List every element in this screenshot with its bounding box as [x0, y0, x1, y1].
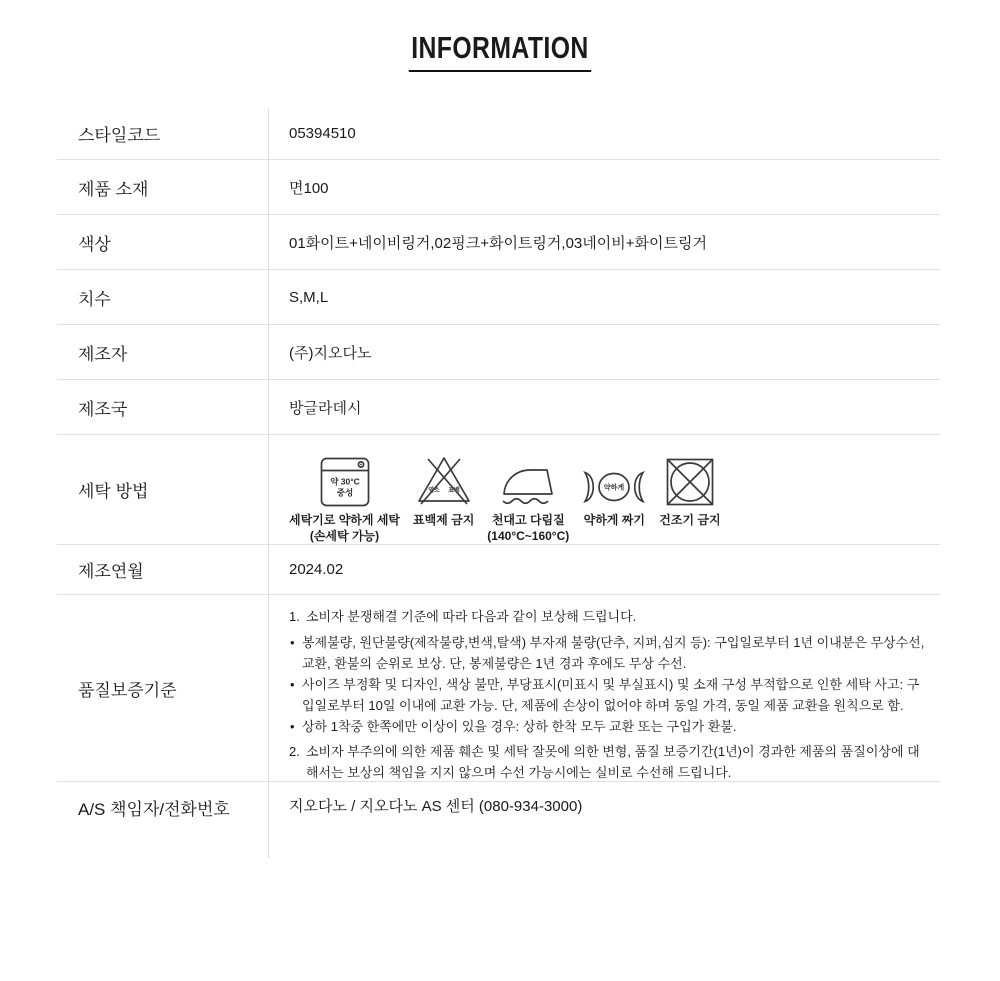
warranty-text: 상하 1착중 한쪽에만 이상이 있을 경우: 상하 한착 모두 교환 또는 구입가 환불. — [302, 719, 737, 734]
care-item-wring — [582, 451, 646, 528]
row-value: (주)지오다노 — [268, 325, 940, 379]
warranty-item-1 — [289, 606, 928, 627]
care-item-machine-wash — [289, 451, 400, 544]
warranty-text: 봉제불량, 원단불량(제작불량,변색,탈색) 부자재 불량(단추, 지퍼,심지 등): 구입일로부터 1년 이내분은 무상수선, 교환, 환불의 순위로 보상. 단, 봉제불량은 1년 경과 후에도 무상 수선. — [302, 635, 925, 671]
care-caption-line: 세탁기로 약하게 세탁 — [289, 513, 400, 527]
list-number: 1. — [289, 609, 300, 624]
wring-gently-icon — [582, 467, 646, 507]
row-value: 01화이트+네이비링거,02핑크+화이트링거,03네이비+화이트링거 — [268, 215, 940, 269]
care-icon-inner-text: 중성 — [336, 487, 353, 498]
care-caption-line: 천대고 다림질 — [491, 513, 565, 527]
row-value: 2024.02 — [268, 545, 940, 594]
care-caption-line: (손세탁 가능) — [309, 529, 380, 543]
care-caption — [289, 512, 400, 544]
row-label: 품질보증기준 — [78, 680, 177, 700]
row-label: 색상 — [78, 234, 111, 254]
row-value: 지오다노 / 지오다노 AS 센터 (080-934-3000) — [268, 782, 940, 858]
care-caption — [659, 512, 720, 528]
row-label: 제조국 — [78, 399, 128, 419]
table-row-color — [57, 215, 940, 270]
no-tumble-dry-icon — [665, 457, 715, 507]
care-caption-line: (140°C~160°C) — [487, 529, 570, 543]
row-value: S,M,L — [268, 270, 940, 324]
warranty-text: 사이즈 부정확 및 디자인, 색상 불만, 부당표시(미표시 및 부실표시) 및 소재 구성 부적합으로 인한 세탁 사고: 구입일로부터 10일 이내에 교환 가능. 단, 제품에 손상이 없어야 하며 동일 가격, 동일 제품 교환을 원칙으로 함. — [302, 677, 920, 713]
table-row-as — [57, 782, 940, 858]
machine-wash-30-icon — [320, 457, 370, 507]
product-info-table — [57, 108, 940, 858]
row-label: 제품 소재 — [78, 179, 149, 199]
row-label: 세탁 방법 — [78, 482, 149, 501]
row-value: 05394510 — [268, 108, 940, 159]
table-row-date — [57, 545, 940, 595]
care-icon-inner-text: 약 30°C — [329, 476, 360, 487]
table-row-size — [57, 270, 940, 325]
warranty-text: 소비자 분쟁해결 기준에 따라 다음과 같이 보상해 드립니다. — [306, 609, 637, 624]
warranty-bullet — [289, 674, 928, 716]
row-label: 제조연월 — [78, 562, 144, 581]
care-caption — [487, 512, 569, 544]
care-icon-inner-text: 표백 — [447, 488, 460, 494]
list-number: 2. — [289, 744, 300, 759]
warranty-bullet — [289, 716, 928, 737]
bullet-marker: • — [290, 677, 295, 692]
table-row-warranty — [57, 595, 940, 782]
bullet-marker: • — [290, 719, 295, 734]
care-icons-group — [268, 435, 940, 544]
table-row-style-code — [57, 108, 940, 160]
care-item-no-dryer — [659, 451, 720, 528]
care-item-iron — [487, 451, 569, 544]
no-bleach-icon — [416, 453, 472, 507]
care-caption-line: 약하게 짜기 — [583, 513, 645, 527]
row-label: 제조자 — [78, 344, 128, 364]
row-label: A/S 책임자/전화번호 — [78, 800, 230, 819]
warranty-text: 소비자 부주의에 의한 제품 훼손 및 세탁 잘못에 의한 변형, 품질 보증기간(1년)이 경과한 제품의 품질이상에 대해서는 보상의 책임을 지지 않으며 수선 가능시에는 실비로 수선해 드립니다. — [306, 744, 920, 780]
care-icon-inner-text: 염소 — [427, 488, 440, 494]
care-item-no-bleach — [413, 451, 474, 528]
warranty-item-2 — [289, 741, 928, 783]
row-value: 면100 — [268, 160, 940, 214]
care-caption-line: 표백제 금지 — [413, 513, 475, 527]
warranty-bullet — [289, 632, 928, 674]
bullet-marker: • — [290, 635, 295, 650]
care-icon-inner-text: 약하게 — [604, 484, 625, 492]
table-row-manufacturer — [57, 325, 940, 380]
care-caption — [584, 512, 645, 528]
table-row-care — [57, 435, 940, 545]
page-title: INFORMATION — [409, 30, 591, 72]
care-caption-line: 건조기 금지 — [659, 513, 721, 527]
row-label: 스타일코드 — [78, 126, 161, 145]
care-caption — [413, 512, 474, 528]
row-value: 방글라데시 — [268, 380, 940, 434]
table-row-country — [57, 380, 940, 435]
iron-with-cloth-icon — [499, 461, 557, 507]
row-label: 치수 — [78, 289, 111, 309]
page-header — [0, 30, 1000, 72]
warranty-text-block — [268, 595, 940, 781]
table-row-material — [57, 160, 940, 215]
